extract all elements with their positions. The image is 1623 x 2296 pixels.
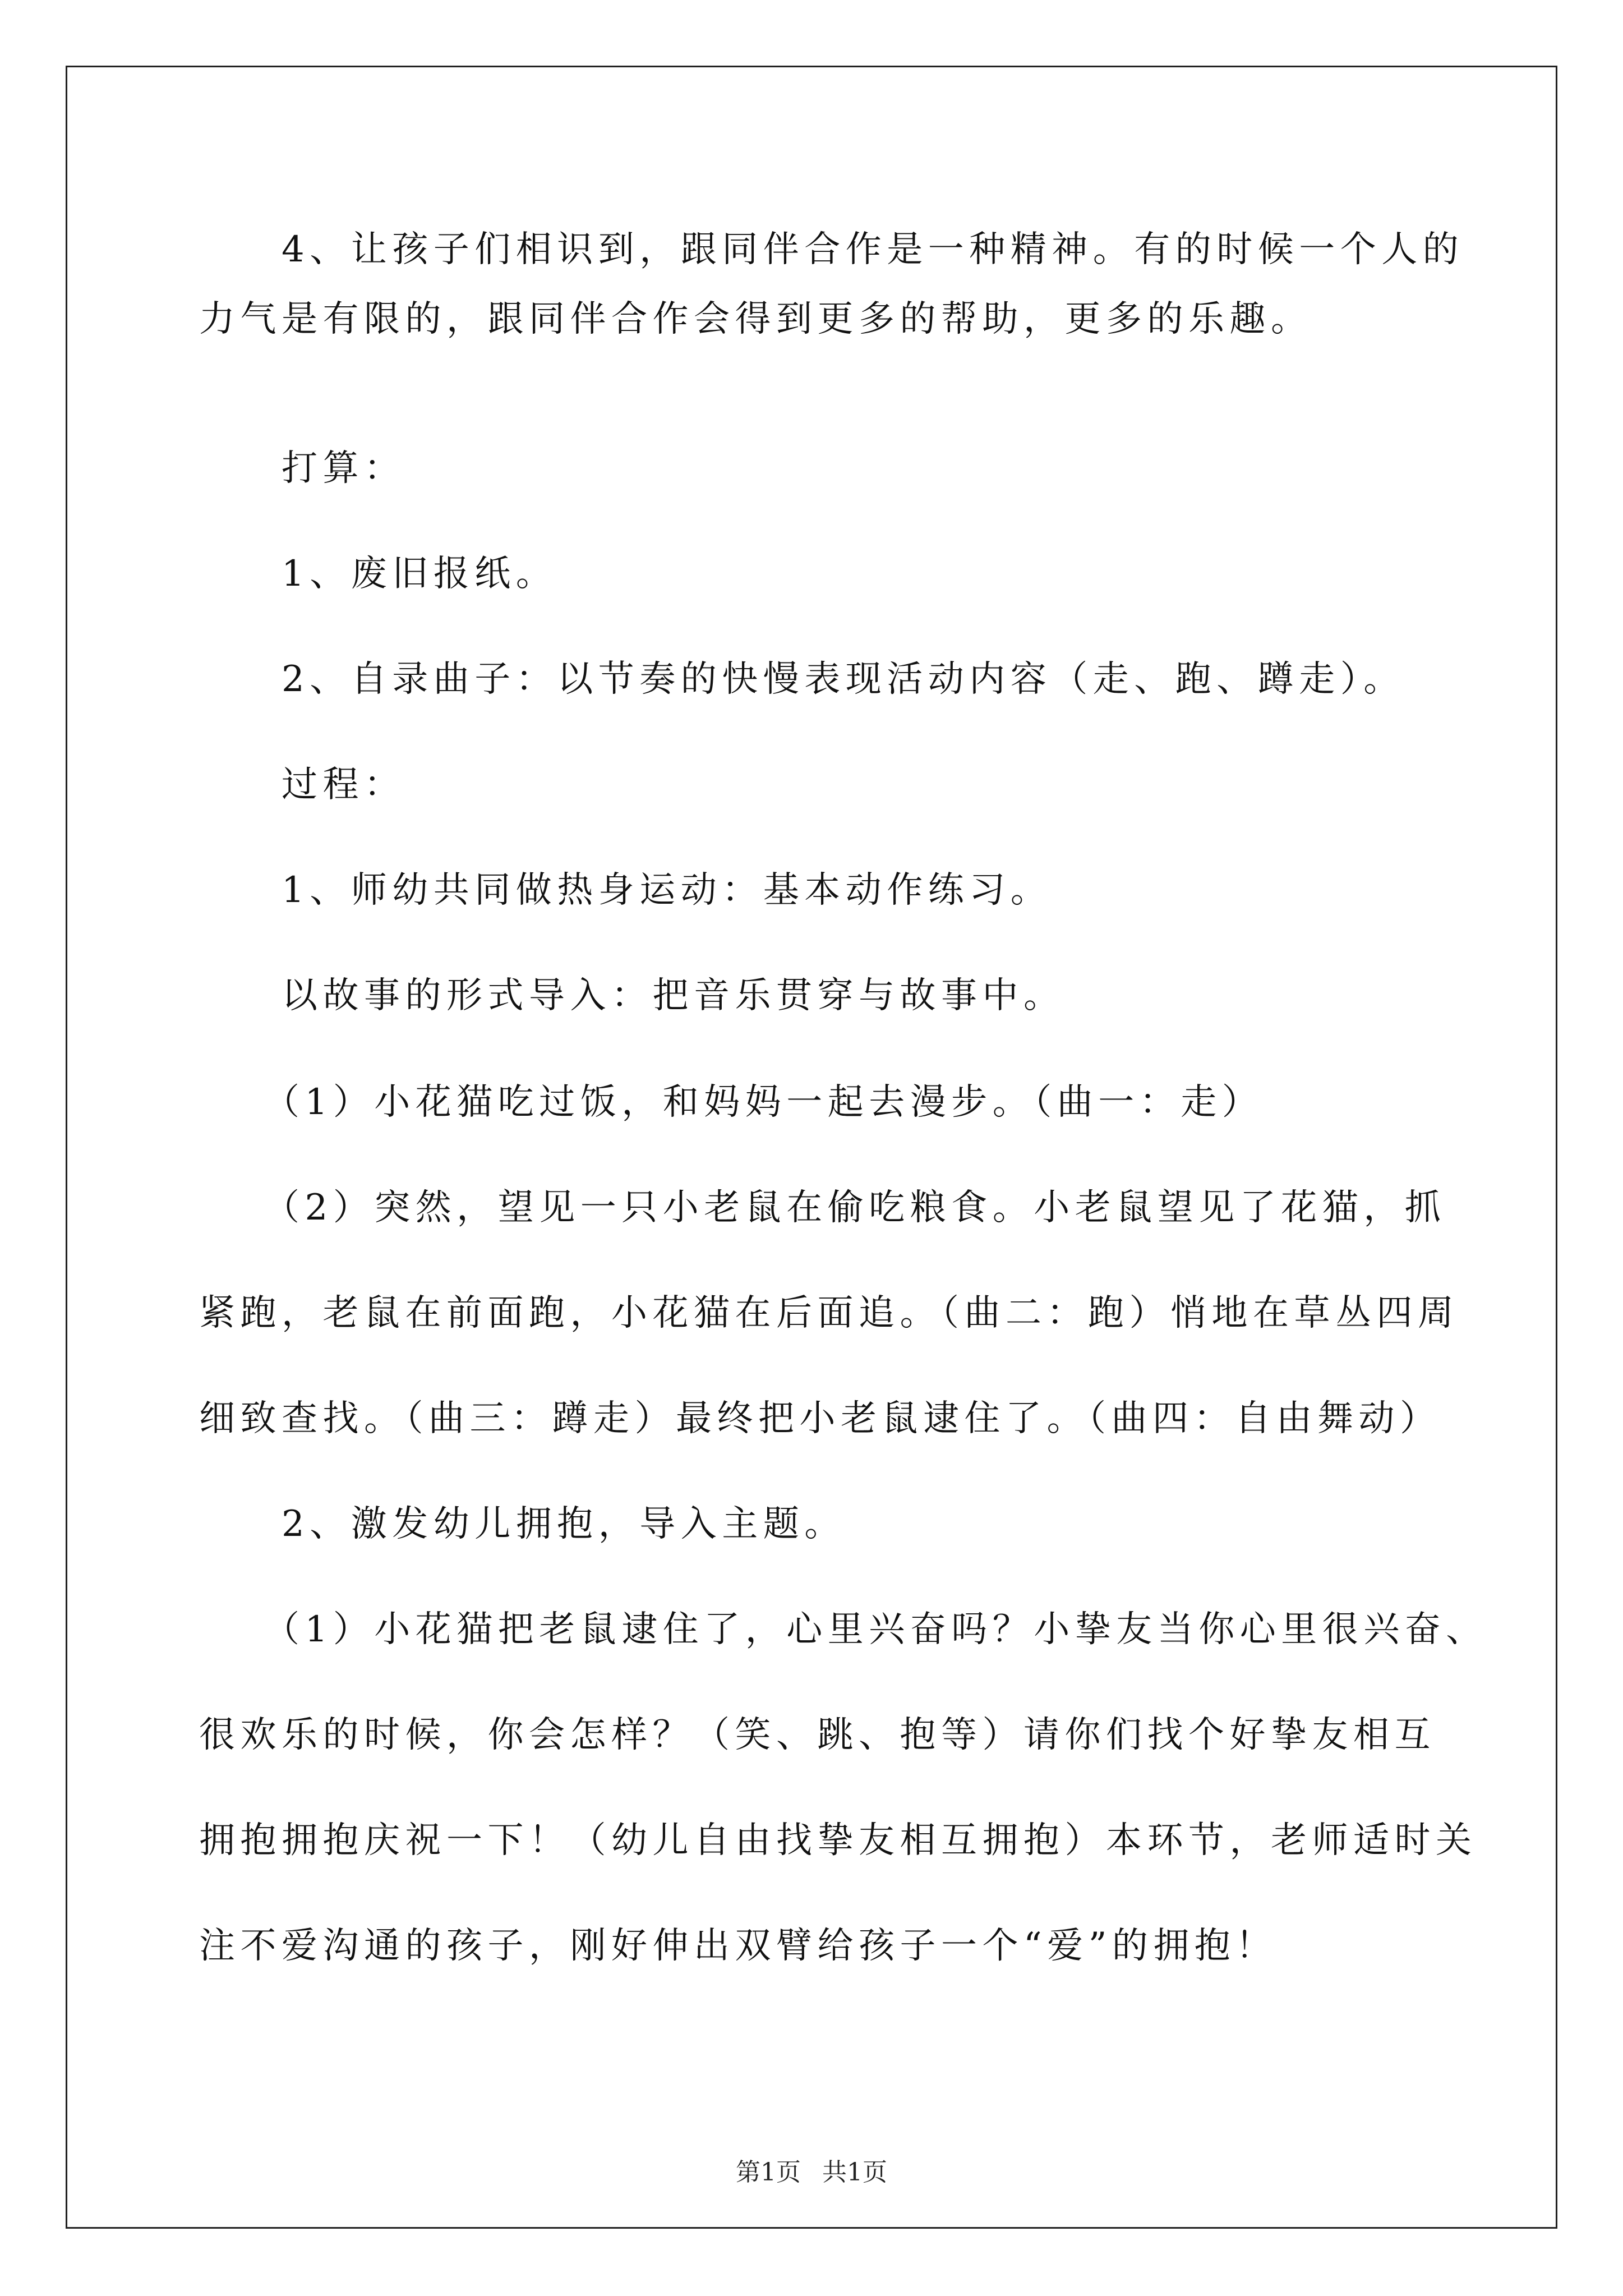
paragraph-line: 1、师幼共同做热身运动：基本动作练习。 <box>282 869 1052 911</box>
paragraph-line: 以故事的形式导入：把音乐贯穿与故事中。 <box>282 975 1065 1016</box>
page-border <box>66 66 1557 2229</box>
paragraph-line: 1、废旧报纸。 <box>282 553 557 595</box>
paragraph-line: 注不爱沟通的孩子，刚好伸出双臂给孩子一个“爱”的拥抱！ <box>199 1925 1277 1967</box>
page-number: 第1页 <box>736 2158 801 2187</box>
page-total: 共1页 <box>822 2158 887 2187</box>
paragraph-line: 4、让孩子们相识到，跟同伴合作是一种精神。有的时候一个人的 <box>282 229 1464 270</box>
paragraph-line: 细致查找。（曲三：蹲走）最终把小老鼠逮住了。（曲四：自由舞动） <box>199 1398 1441 1439</box>
paragraph-line: （2）突然，望见一只小老鼠在偷吃粮食。小老鼠望见了花猫，抓 <box>264 1187 1446 1228</box>
paragraph-line: （1）小花猫吃过饭，和妈妈一起去漫步。（曲一：走） <box>264 1082 1264 1123</box>
paragraph-line: 2、自录曲子：以节奏的快慢表现活动内容（走、跑、蹲走）。 <box>282 659 1405 700</box>
paragraph-line: 力气是有限的，跟同伴合作会得到更多的帮助，更多的乐趣。 <box>199 298 1312 340</box>
section-heading: 打算： <box>282 448 405 489</box>
paragraph-line: 拥抱拥抱庆祝一下！（幼儿自由找挚友相互拥抱）本环节，老师适时关 <box>199 1820 1477 1861</box>
section-heading: 过程： <box>282 764 405 806</box>
paragraph-line: 很欢乐的时候，你会怎样？（笑、跳、抱等）请你们找个好挚友相互 <box>199 1714 1436 1756</box>
paragraph-line: 紧跑，老鼠在前面跑，小花猫在后面追。（曲二：跑）悄地在草丛四周 <box>199 1292 1459 1334</box>
paragraph-line: （1）小花猫把老鼠逮住了，心里兴奋吗？小挚友当你心里很兴奋、 <box>264 1609 1487 1650</box>
page-footer <box>0 2156 1623 2189</box>
paragraph-line: 2、激发幼儿拥抱，导入主题。 <box>282 1503 846 1545</box>
